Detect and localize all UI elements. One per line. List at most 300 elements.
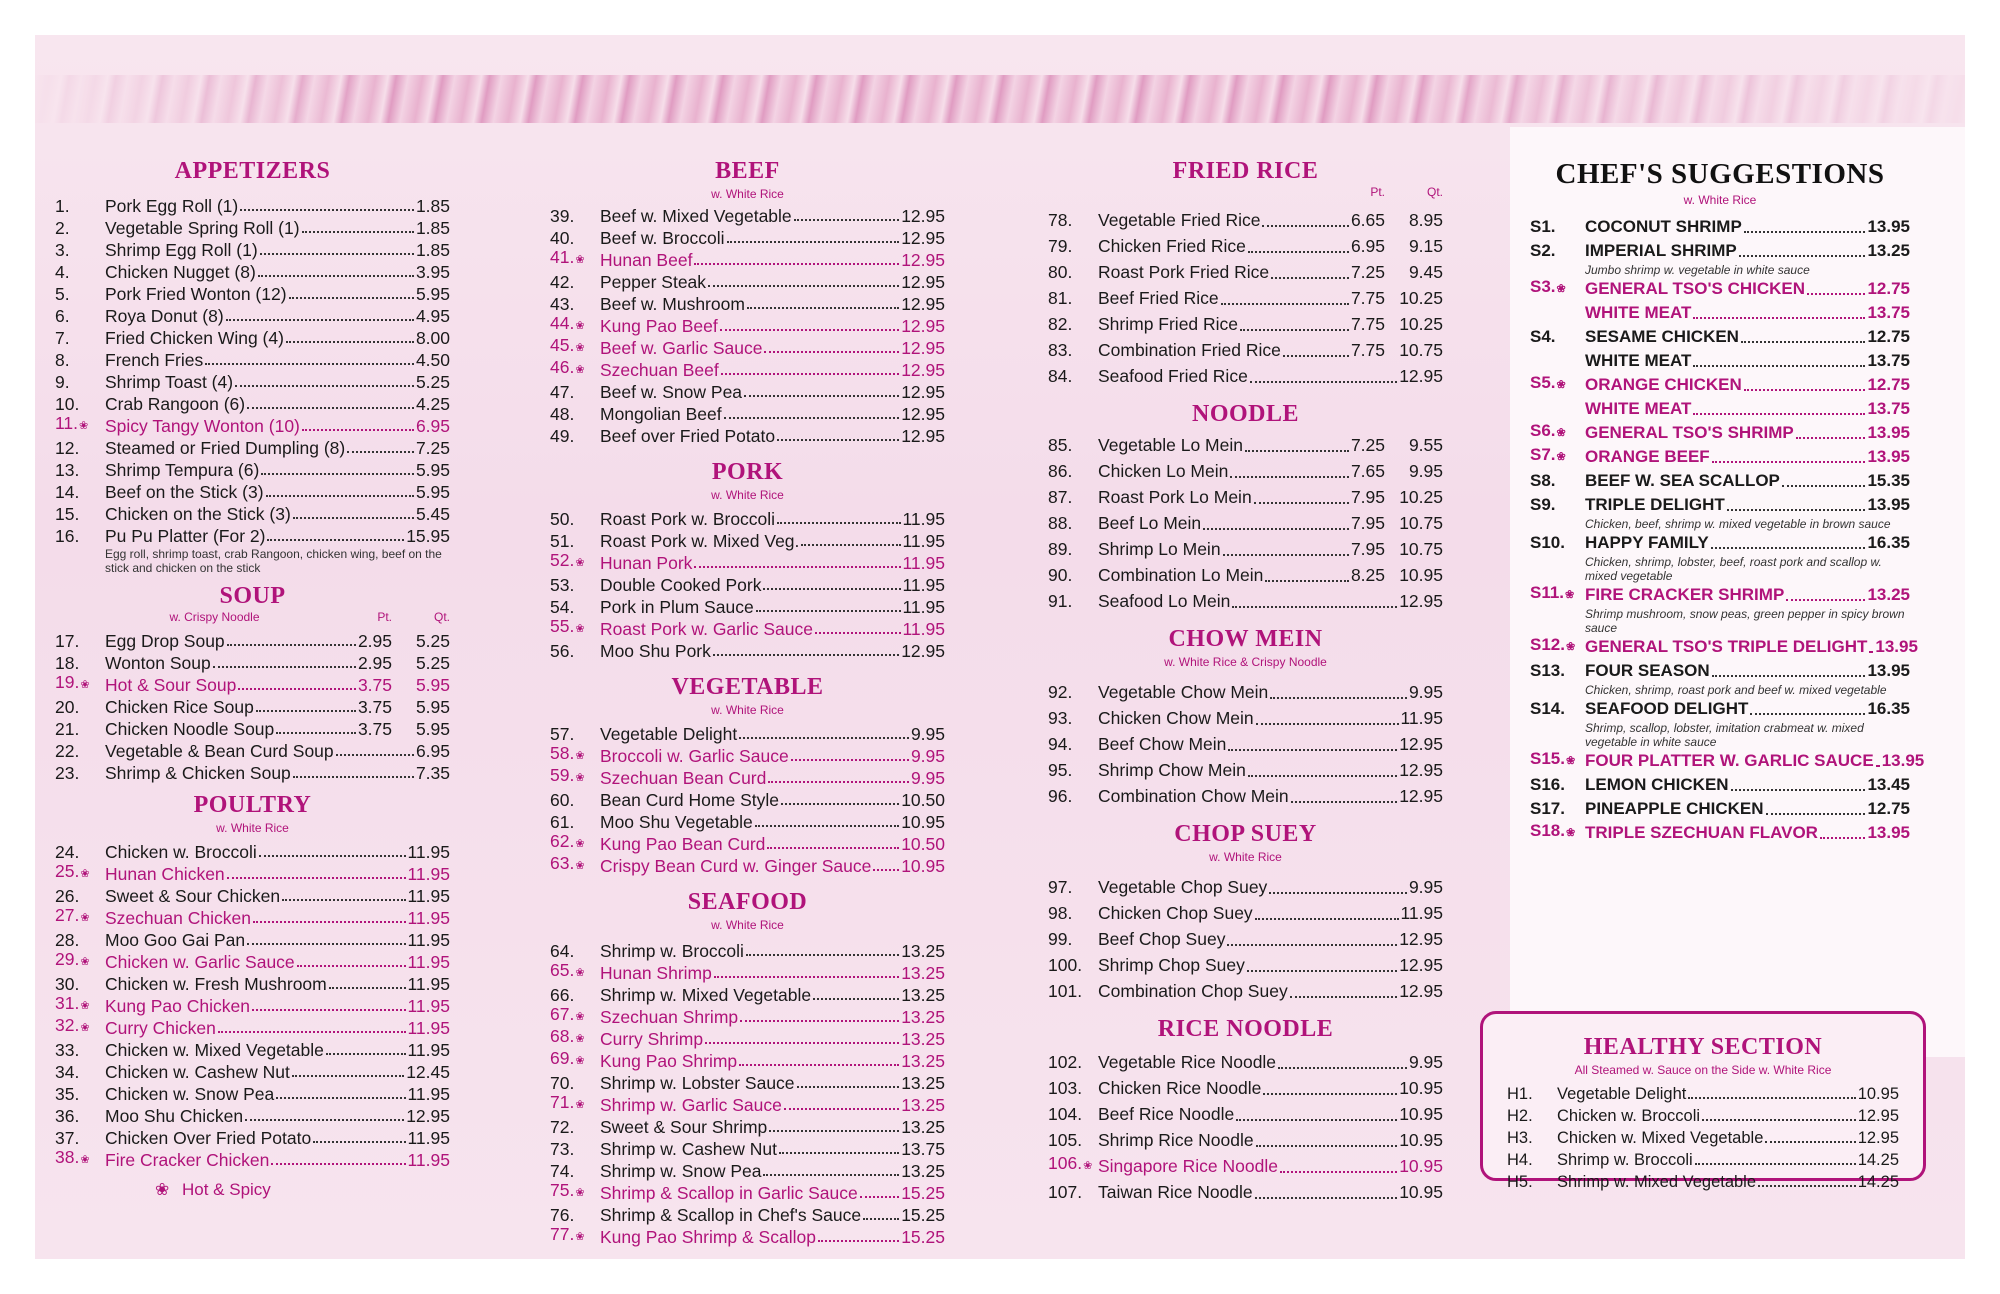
dot-leader	[1820, 837, 1865, 839]
item-number: 100.	[1048, 955, 1083, 975]
dot-leader	[713, 654, 899, 656]
item-name: Beef Rice Noodle	[1098, 1104, 1235, 1124]
item-name: Beef Chop Suey	[1098, 929, 1226, 949]
item-price: 13.95	[1867, 423, 1910, 442]
item-number: 96.	[1048, 786, 1073, 806]
soup-subtitle: w. Crispy Noodle	[169, 610, 260, 624]
dot-leader	[1221, 303, 1349, 305]
item-number: 24.	[55, 842, 80, 862]
item-price-quart: 9.45	[1408, 262, 1443, 282]
item-number: 7.	[55, 328, 70, 348]
dot-leader	[302, 429, 414, 431]
item-number: 29.❀	[55, 949, 90, 969]
noodle-list	[1048, 432, 1443, 614]
menu-item-row	[1048, 285, 1443, 311]
item-number: 67.❀	[550, 1004, 585, 1024]
item-price-quart: 5.25	[415, 653, 450, 673]
dot-leader	[213, 666, 356, 668]
item-name: Chicken w. Broccoli	[105, 842, 257, 862]
item-name: Chicken Chow Mein	[1098, 708, 1254, 728]
item-price: 12.95	[901, 228, 945, 248]
dot-leader	[694, 263, 899, 265]
item-price: 12.95	[901, 641, 945, 661]
item-number: 46.❀	[550, 357, 585, 377]
item-price-quart: 9.55	[1408, 435, 1443, 455]
chili-icon: ❀	[575, 1033, 585, 1045]
item-price: 11.95	[407, 1150, 450, 1170]
item-price: 10.50	[901, 834, 945, 854]
dot-leader	[1741, 341, 1865, 343]
dot-leader	[815, 632, 901, 634]
item-number: 39.	[550, 206, 575, 226]
soup-list	[55, 630, 450, 784]
item-number: 65.❀	[550, 960, 585, 980]
menu-item-row	[1507, 1105, 1899, 1127]
chili-icon: ❀	[575, 750, 585, 762]
item-price: 13.25	[901, 1095, 945, 1115]
menu-item-row	[550, 1028, 945, 1050]
item-number: 88.	[1048, 513, 1073, 533]
vegetable-list	[550, 723, 945, 877]
item-price-pint: 7.75	[1350, 340, 1385, 360]
item-name: Pork Fried Wonton (12)	[105, 284, 287, 304]
menu-item-row	[550, 403, 945, 425]
item-number: 56.	[550, 641, 575, 661]
menu-item-row	[550, 833, 945, 855]
dot-leader	[1203, 528, 1349, 530]
item-number: 63.❀	[550, 853, 585, 873]
item-name: Szechuan Beef	[600, 360, 719, 380]
item-name: Curry Shrimp	[600, 1029, 704, 1049]
poultry-title: POULTRY	[193, 792, 312, 818]
item-name: Shrimp w. Lobster Sauce	[600, 1073, 795, 1093]
dot-leader	[818, 1240, 899, 1242]
item-name: PINEAPPLE CHICKEN	[1585, 799, 1764, 818]
item-price: 1.85	[415, 240, 450, 260]
menu-item-row	[55, 349, 450, 371]
item-price: 13.25	[901, 1029, 945, 1049]
chili-icon: ❀	[575, 342, 585, 354]
item-number: 90.	[1048, 565, 1073, 585]
item-number: 95.	[1048, 760, 1073, 780]
item-price: 13.75	[1867, 399, 1910, 418]
item-price-pint: 3.75	[357, 719, 392, 739]
dot-leader	[779, 1152, 899, 1154]
menu-item-row	[550, 767, 945, 789]
item-name: WHITE MEAT	[1585, 399, 1692, 418]
dot-leader	[1236, 1119, 1397, 1121]
dot-leader	[1250, 381, 1397, 383]
item-price: 13.95	[1875, 637, 1918, 656]
menu-item-row	[550, 789, 945, 811]
item-price-pint: 7.95	[1350, 487, 1385, 507]
item-number: S10.	[1530, 533, 1565, 552]
item-price-quart: 10.25	[1399, 487, 1443, 507]
chili-icon: ❀	[575, 772, 585, 784]
menu-item-row	[1048, 1075, 1443, 1101]
dot-leader	[1702, 1119, 1856, 1121]
item-price: 10.95	[1399, 1104, 1443, 1124]
soup-title: SOUP	[219, 583, 286, 609]
menu-item-row	[55, 674, 450, 696]
menu-item-row	[550, 293, 945, 315]
menu-item-row	[55, 630, 450, 652]
item-name: WHITE MEAT	[1585, 303, 1692, 322]
dot-leader	[1786, 599, 1865, 601]
item-price: 11.95	[902, 619, 945, 639]
item-price: 13.95	[1867, 447, 1910, 466]
menu-item-row	[550, 337, 945, 359]
item-number: 22.	[55, 741, 80, 761]
item-number: 107.	[1048, 1182, 1083, 1202]
dot-leader	[1255, 1197, 1398, 1199]
dot-leader	[258, 275, 414, 277]
item-name: Beef Lo Mein	[1098, 513, 1202, 533]
item-name: Shrimp & Scallop in Chef's Sauce	[600, 1205, 862, 1225]
menu-item-row	[1048, 731, 1443, 757]
item-price-pint: 7.65	[1350, 461, 1385, 481]
item-name: Chicken Chop Suey	[1098, 903, 1253, 923]
item-name: Egg Drop Soup	[105, 631, 225, 651]
item-price: 9.95	[1408, 682, 1443, 702]
item-number: 49.	[550, 426, 575, 446]
item-number: 77.❀	[550, 1224, 585, 1244]
item-name: Kung Pao Shrimp & Scallop	[600, 1227, 816, 1247]
menu-item-row	[550, 723, 945, 745]
item-number: 9.	[55, 372, 70, 392]
menu-item-row	[1048, 705, 1443, 731]
item-number: 23.	[55, 763, 80, 783]
item-price: 12.95	[1399, 955, 1443, 975]
item-name: Singapore Rice Noodle	[1098, 1156, 1278, 1176]
seafood-title: SEAFOOD	[687, 889, 808, 915]
item-price: 13.25	[1867, 585, 1910, 604]
menu-item-row	[55, 885, 450, 907]
chili-icon: ❀	[80, 868, 90, 880]
item-name: Curry Chicken	[105, 1018, 216, 1038]
item-price: 5.95	[415, 284, 450, 304]
chowmein-subtitle: w. White Rice & Crispy Noodle	[1164, 655, 1327, 669]
menu-item-row	[1048, 233, 1443, 259]
dot-leader	[1727, 509, 1866, 511]
item-price-quart: 10.95	[1399, 565, 1443, 585]
beef-list	[550, 205, 945, 447]
item-price: 10.95	[1399, 1156, 1443, 1176]
menu-item-row	[550, 1138, 945, 1160]
item-name: Shrimp Tempura (6)	[105, 460, 260, 480]
dot-leader	[714, 976, 899, 978]
item-price: 13.25	[901, 963, 945, 983]
dot-leader	[1869, 651, 1873, 653]
dot-leader	[1712, 675, 1866, 677]
menu-item-row	[550, 1094, 945, 1116]
menu-item-row	[55, 437, 450, 459]
item-number: 80.	[1048, 262, 1073, 282]
item-price: 11.95	[407, 952, 450, 972]
item-name: Combination Lo Mein	[1098, 565, 1264, 585]
item-name: TRIPLE DELIGHT	[1585, 495, 1725, 514]
dot-leader	[1731, 789, 1866, 791]
item-description: Egg roll, shrimp toast, crab Rangoon, chicken wing, beef on the stick and chicken on the stick	[105, 547, 442, 575]
item-name: FOUR SEASON	[1585, 661, 1710, 680]
chili-icon: ❀	[575, 1231, 585, 1243]
item-name: Beef w. Snow Pea	[600, 382, 743, 402]
dot-leader	[1744, 231, 1866, 233]
menu-item-row	[550, 940, 945, 962]
menu-item-row	[1048, 757, 1443, 783]
menu-item-row	[1507, 1127, 1899, 1149]
item-price: 12.95	[901, 206, 945, 226]
menu-item-row	[55, 481, 450, 503]
item-number: S14.	[1530, 699, 1565, 718]
item-price: 1.85	[415, 218, 450, 238]
item-number: 27.❀	[55, 905, 90, 925]
menu-item-row	[1048, 207, 1443, 233]
menu-item-row	[55, 503, 450, 525]
item-price: 9.95	[910, 746, 945, 766]
dot-leader	[781, 803, 899, 805]
friedrice-list	[1048, 207, 1443, 389]
menu-item-row	[55, 1039, 450, 1061]
item-name: Vegetable Chow Mein	[1098, 682, 1269, 702]
item-price-pint: 2.95	[357, 631, 392, 651]
dot-leader	[740, 1020, 899, 1022]
item-number: 3.	[55, 240, 70, 260]
item-price: 13.95	[1867, 217, 1910, 236]
item-number: 21.	[55, 719, 80, 739]
menu-item-row	[1048, 363, 1443, 389]
item-price: 13.25	[901, 985, 945, 1005]
dot-leader	[252, 1009, 406, 1011]
dot-leader	[1290, 996, 1398, 998]
item-price-pint: 7.95	[1350, 513, 1385, 533]
chili-icon: ❀	[80, 956, 90, 968]
item-price: 11.95	[1400, 903, 1443, 923]
item-name: Crispy Bean Curd w. Ginger Sauce	[600, 856, 872, 876]
ricenoodle-list	[1048, 1049, 1443, 1205]
item-number: 92.	[1048, 682, 1073, 702]
item-name: Mongolian Beef	[600, 404, 722, 424]
dot-leader	[1782, 485, 1866, 487]
menu-item-row	[1530, 239, 1910, 263]
item-name: Beef Chow Mein	[1098, 734, 1227, 754]
menu-item-row	[550, 1072, 945, 1094]
item-number: 51.	[550, 531, 575, 551]
item-name: Hot & Sour Soup	[105, 675, 237, 695]
menu-item-row	[550, 618, 945, 640]
dot-leader	[1739, 255, 1866, 257]
item-name: Shrimp & Scallop in Garlic Sauce	[600, 1183, 858, 1203]
pork-list	[550, 508, 945, 662]
menu-column-1	[55, 158, 450, 1171]
item-number: 18.	[55, 653, 80, 673]
chowmein-list	[1048, 679, 1443, 809]
menu-item-row	[550, 984, 945, 1006]
item-name: Shrimp Lo Mein	[1098, 539, 1221, 559]
dot-leader	[227, 877, 406, 879]
item-price: 13.25	[1867, 241, 1910, 260]
menu-item-row	[550, 552, 945, 574]
item-price: 10.50	[901, 790, 945, 810]
menu-item-row	[1530, 583, 1910, 607]
dot-leader	[260, 253, 414, 255]
item-name: Chicken Noodle Soup	[105, 719, 275, 739]
item-name: Sweet & Sour Shrimp	[600, 1117, 768, 1137]
item-price-pint: 7.75	[1350, 288, 1385, 308]
item-price: 12.95	[1399, 734, 1443, 754]
dot-leader	[784, 1108, 899, 1110]
menu-item-row	[1048, 311, 1443, 337]
item-name: Moo Shu Chicken	[105, 1106, 244, 1126]
item-name: Vegetable & Bean Curd Soup	[105, 741, 334, 761]
item-name: Kung Pao Bean Curd	[600, 834, 766, 854]
vegetable-title: VEGETABLE	[671, 674, 824, 700]
item-name: Fried Chicken Wing (4)	[105, 328, 284, 348]
item-name: Sweet & Sour Chicken	[105, 886, 281, 906]
dot-leader	[1711, 547, 1866, 549]
menu-item-row	[1530, 325, 1910, 349]
item-price: 11.95	[407, 842, 450, 862]
menu-item-row	[1048, 874, 1443, 900]
item-name: Roast Pork w. Garlic Sauce	[600, 619, 813, 639]
item-price: 13.75	[1867, 303, 1910, 322]
dot-leader	[1256, 1145, 1398, 1147]
item-price: 12.95	[901, 404, 945, 424]
menu-item-row	[55, 740, 450, 762]
item-number: 73.	[550, 1139, 575, 1159]
chili-icon: ❀	[575, 967, 585, 979]
item-name: Chicken w. Mixed Vegetable	[105, 1040, 324, 1060]
item-price: 5.95	[415, 482, 450, 502]
item-name: Double Cooked Pork	[600, 575, 762, 595]
dot-leader	[1280, 1171, 1397, 1173]
healthy-subtitle: All Steamed w. Sauce on the Side w. White Rice	[1574, 1063, 1832, 1077]
beef-subtitle: w. White Rice	[711, 187, 784, 201]
dot-leader	[746, 954, 899, 956]
item-number: 40.	[550, 228, 575, 248]
item-price: 12.75	[1867, 327, 1910, 346]
dot-leader	[860, 1196, 899, 1198]
dot-leader	[863, 1218, 899, 1220]
item-number: 101.	[1048, 981, 1083, 1001]
item-name: Spicy Tangy Wonton (10)	[105, 416, 300, 436]
item-number: 19.❀	[55, 672, 90, 692]
dot-leader	[302, 231, 414, 233]
item-name: Moo Shu Vegetable	[600, 812, 753, 832]
item-name: Vegetable Delight	[1557, 1085, 1687, 1103]
item-price: 5.25	[415, 372, 450, 392]
menu-item-row	[1530, 697, 1910, 721]
menu-item-row	[55, 525, 450, 547]
chili-icon: ❀	[80, 1154, 90, 1166]
item-price: 4.25	[415, 394, 450, 414]
item-number: S7.❀	[1530, 445, 1566, 464]
chili-icon: ❀	[575, 1187, 585, 1199]
item-name: Chicken w. Snow Pea	[105, 1084, 275, 1104]
chili-icon: ❀	[575, 1099, 585, 1111]
item-name: Beef w. Mixed Vegetable	[600, 206, 792, 226]
item-number: 2.	[55, 218, 70, 238]
dot-leader	[873, 869, 899, 871]
item-price-quart: 5.95	[415, 719, 450, 739]
item-number: 94.	[1048, 734, 1073, 754]
item-number: S18.❀	[1530, 821, 1576, 840]
chili-icon: ❀	[1083, 1160, 1093, 1172]
menu-item-row	[1048, 1127, 1443, 1153]
item-number: 41.❀	[550, 247, 585, 267]
item-price: 5.45	[415, 504, 450, 524]
dot-leader	[708, 285, 899, 287]
item-name: HAPPY FAMILY	[1585, 533, 1709, 552]
item-number: S11.❀	[1530, 583, 1575, 602]
item-name: Chicken w. Mixed Vegetable	[1557, 1129, 1764, 1147]
item-price: 12.95	[1857, 1107, 1899, 1125]
item-name: FIRE CRACKER SHRIMP	[1585, 585, 1785, 604]
dot-leader	[293, 776, 414, 778]
menu-item-row	[55, 415, 450, 437]
item-price: 12.95	[901, 250, 945, 270]
item-number: 78.	[1048, 210, 1073, 230]
dot-leader	[705, 1042, 899, 1044]
dot-leader	[1876, 765, 1880, 767]
menu-item-row	[1048, 588, 1443, 614]
menu-item-row	[1530, 493, 1910, 517]
menu-item-row	[550, 640, 945, 662]
dot-leader	[1695, 1163, 1856, 1165]
dot-leader	[276, 1097, 405, 1099]
menu-item-row	[55, 841, 450, 863]
chef-subtitle: w. White Rice	[1683, 193, 1757, 207]
item-number: 5.	[55, 284, 70, 304]
item-price-pint: 6.65	[1350, 210, 1385, 230]
chili-icon: ❀	[575, 1011, 585, 1023]
item-number: 37.	[55, 1128, 80, 1148]
menu-item-row	[55, 261, 450, 283]
item-price: 11.95	[902, 509, 945, 529]
item-number: 54.	[550, 597, 575, 617]
chopsuey-title: CHOP SUEY	[1174, 821, 1317, 847]
menu-item-row	[1530, 397, 1910, 421]
healthy-list	[1507, 1083, 1899, 1193]
item-number: S3.❀	[1530, 277, 1566, 296]
menu-item-row	[55, 762, 450, 784]
item-price: 7.35	[415, 763, 450, 783]
dot-leader	[1240, 329, 1349, 331]
dot-leader	[235, 385, 414, 387]
item-number: 36.	[55, 1106, 80, 1126]
dot-leader	[256, 710, 356, 712]
dot-leader	[1712, 461, 1866, 463]
item-number: H4.	[1507, 1151, 1533, 1169]
item-number: 38.❀	[55, 1147, 90, 1167]
item-number: S5.❀	[1530, 373, 1566, 392]
item-price: 10.95	[1399, 1078, 1443, 1098]
item-price: 12.95	[1399, 929, 1443, 949]
item-number: 97.	[1048, 877, 1073, 897]
menu-item-row	[55, 239, 450, 261]
dot-leader	[289, 297, 414, 299]
poultry-list	[55, 841, 450, 1171]
item-price: 11.95	[407, 1084, 450, 1104]
item-price: 12.95	[406, 1106, 450, 1126]
item-number: 75.❀	[550, 1180, 585, 1200]
item-name: ORANGE BEEF	[1585, 447, 1710, 466]
menu-item-row	[550, 1226, 945, 1248]
item-price-pint: 8.25	[1350, 565, 1385, 585]
chili-icon: ❀	[155, 1180, 170, 1199]
dot-leader	[267, 539, 404, 541]
chili-icon: ❀	[79, 420, 89, 432]
